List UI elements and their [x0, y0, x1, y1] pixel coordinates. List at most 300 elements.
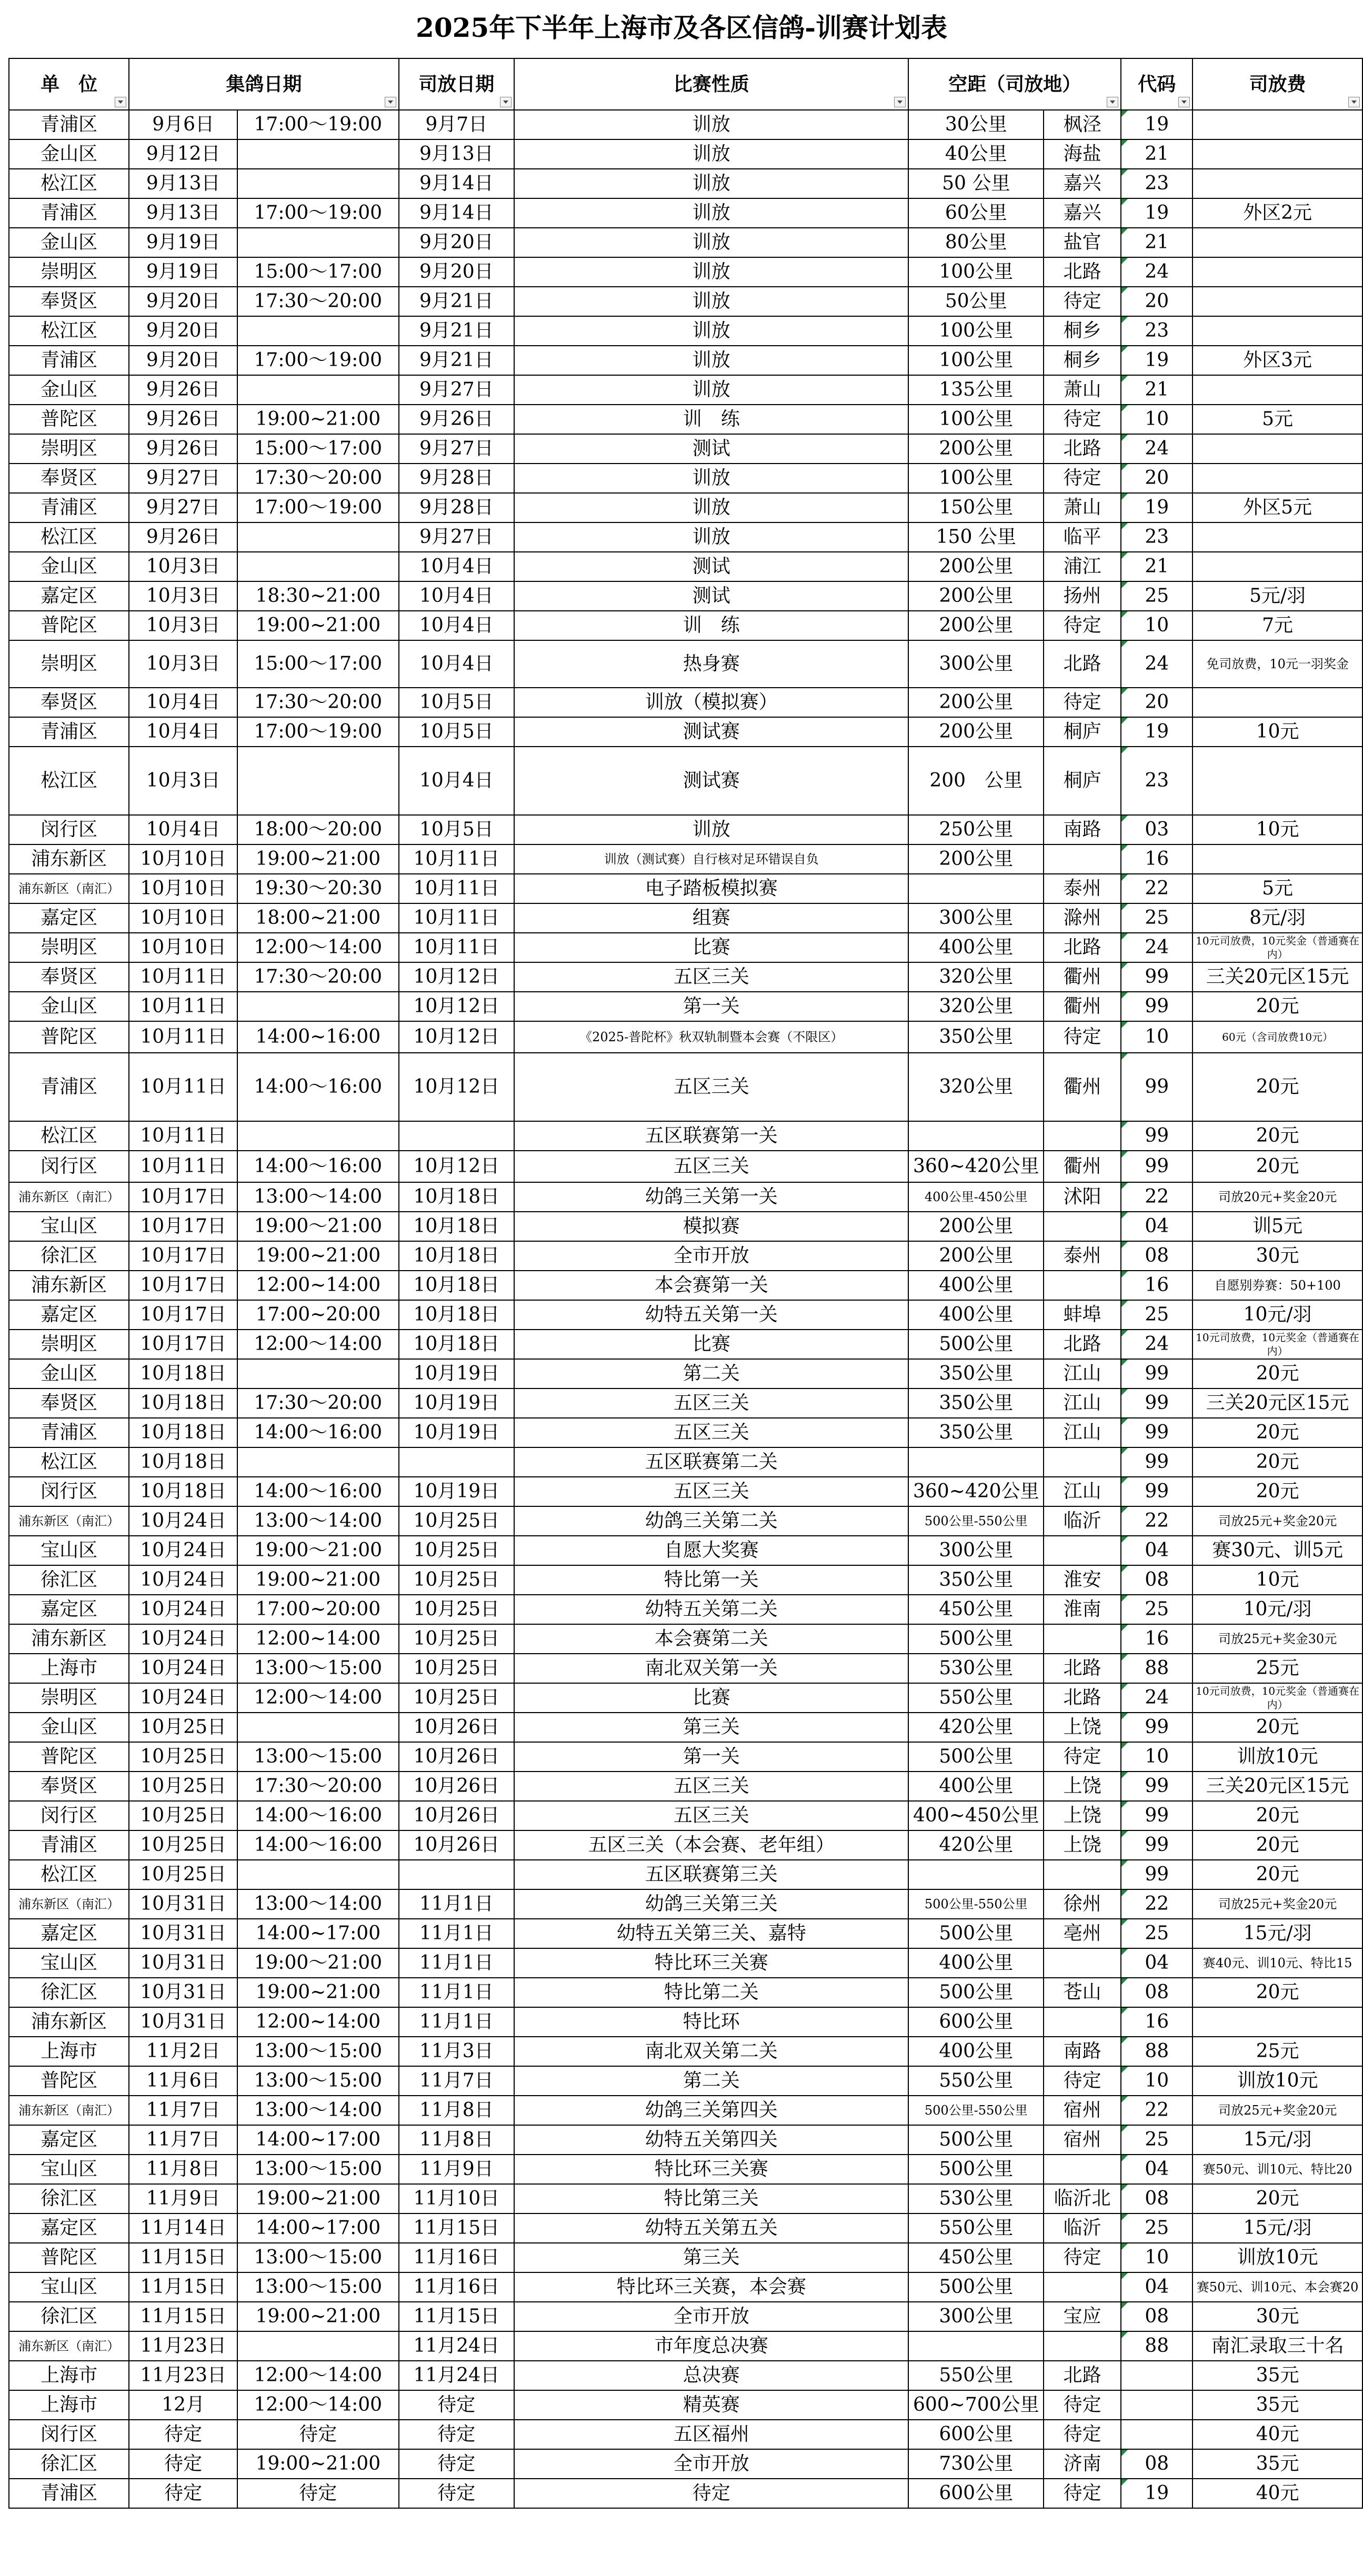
- cell-collect-date[interactable]: 10月31日: [129, 2007, 237, 2037]
- cell-unit[interactable]: 浦东新区（南汇）: [9, 2096, 129, 2125]
- cell-code[interactable]: [1121, 2420, 1192, 2449]
- cell-release-date[interactable]: 11月24日: [399, 2331, 515, 2361]
- cell-collect-time[interactable]: 19:00~21:00: [237, 1565, 398, 1595]
- cell-fee[interactable]: 35元: [1192, 2361, 1362, 2390]
- cell-collect-date[interactable]: 9月20日: [129, 287, 237, 316]
- cell-collect-time[interactable]: 19:00~21:00: [237, 1978, 398, 2007]
- cell-collect-time[interactable]: 13:00～15:00: [237, 2243, 398, 2272]
- cell-code[interactable]: 25: [1121, 1595, 1192, 1624]
- cell-race-type[interactable]: 五区联赛第一关: [514, 1121, 908, 1151]
- cell-release-place[interactable]: [1044, 2331, 1121, 2361]
- cell-collect-time[interactable]: [237, 1359, 398, 1388]
- cell-fee[interactable]: 5元/羽: [1192, 581, 1362, 611]
- cell-unit[interactable]: 普陀区: [9, 1021, 129, 1053]
- cell-unit[interactable]: 徐汇区: [9, 2449, 129, 2479]
- cell-code[interactable]: 99: [1121, 1860, 1192, 1889]
- cell-fee[interactable]: 司放25元+奖金20元: [1192, 1889, 1362, 1919]
- cell-collect-time[interactable]: 12:00～14:00: [237, 2361, 398, 2390]
- cell-code[interactable]: 99: [1121, 1418, 1192, 1447]
- cell-code[interactable]: 19: [1121, 110, 1192, 139]
- cell-collect-date[interactable]: 11月14日: [129, 2213, 237, 2243]
- cell-release-date[interactable]: 10月26日: [399, 1772, 515, 1801]
- cell-release-date[interactable]: 10月19日: [399, 1388, 515, 1418]
- cell-code[interactable]: 10: [1121, 611, 1192, 640]
- cell-fee[interactable]: 20元: [1192, 1418, 1362, 1447]
- cell-collect-time[interactable]: 12:00~14:00: [237, 1624, 398, 1654]
- cell-fee[interactable]: 10元: [1192, 815, 1362, 844]
- cell-distance[interactable]: 530公里: [908, 2184, 1044, 2213]
- cell-release-place[interactable]: [1044, 1624, 1121, 1654]
- cell-fee[interactable]: 20元: [1192, 1121, 1362, 1151]
- cell-code[interactable]: [1121, 2361, 1192, 2390]
- cell-collect-date[interactable]: 10月24日: [129, 1536, 237, 1565]
- cell-release-place[interactable]: [1044, 2272, 1121, 2302]
- cell-race-type[interactable]: 测试: [514, 434, 908, 464]
- cell-unit[interactable]: 青浦区: [9, 346, 129, 375]
- cell-release-date[interactable]: 10月5日: [399, 815, 515, 844]
- cell-distance[interactable]: [908, 1121, 1044, 1151]
- cell-release-date[interactable]: 10月25日: [399, 1654, 515, 1683]
- cell-collect-date[interactable]: 10月24日: [129, 1565, 237, 1595]
- cell-release-date[interactable]: 10月4日: [399, 552, 515, 581]
- cell-code[interactable]: 23: [1121, 169, 1192, 198]
- cell-code[interactable]: 21: [1121, 552, 1192, 581]
- cell-code[interactable]: 16: [1121, 2007, 1192, 2037]
- cell-fee[interactable]: 10元/羽: [1192, 1300, 1362, 1330]
- cell-release-date[interactable]: 10月19日: [399, 1359, 515, 1388]
- cell-distance[interactable]: 400公里: [908, 1300, 1044, 1330]
- cell-collect-time[interactable]: [237, 522, 398, 552]
- cell-distance[interactable]: 300公里: [908, 1536, 1044, 1565]
- cell-collect-date[interactable]: 10月17日: [129, 1300, 237, 1330]
- cell-code[interactable]: 08: [1121, 1978, 1192, 2007]
- cell-unit[interactable]: 金山区: [9, 1713, 129, 1742]
- cell-race-type[interactable]: 特比第三关: [514, 2184, 908, 2213]
- cell-code[interactable]: 21: [1121, 228, 1192, 257]
- cell-release-place[interactable]: 江山: [1044, 1359, 1121, 1388]
- cell-unit[interactable]: 松江区: [9, 169, 129, 198]
- cell-collect-time[interactable]: 17:30～20:00: [237, 1772, 398, 1801]
- cell-collect-time[interactable]: 13:00～15:00: [237, 1654, 398, 1683]
- cell-code[interactable]: 88: [1121, 2331, 1192, 2361]
- cell-code[interactable]: 04: [1121, 2155, 1192, 2184]
- cell-collect-date[interactable]: 10月25日: [129, 1860, 237, 1889]
- cell-race-type[interactable]: 市年度总决赛: [514, 2331, 908, 2361]
- cell-release-place[interactable]: 待定: [1044, 464, 1121, 493]
- cell-collect-date[interactable]: 10月11日: [129, 1021, 237, 1053]
- cell-distance[interactable]: 350公里: [908, 1565, 1044, 1595]
- cell-collect-time[interactable]: 13:00～14:00: [237, 1889, 398, 1919]
- cell-release-date[interactable]: 10月18日: [399, 1241, 515, 1271]
- cell-fee[interactable]: 15元/羽: [1192, 2125, 1362, 2155]
- cell-release-date[interactable]: 9月13日: [399, 139, 515, 169]
- cell-distance[interactable]: 550公里: [908, 2213, 1044, 2243]
- cell-unit[interactable]: 嘉定区: [9, 903, 129, 933]
- cell-fee[interactable]: 三关20元区15元: [1192, 1772, 1362, 1801]
- cell-fee[interactable]: 30元: [1192, 1241, 1362, 1271]
- cell-code[interactable]: 99: [1121, 1477, 1192, 1506]
- cell-collect-date[interactable]: 10月10日: [129, 844, 237, 874]
- cell-collect-date[interactable]: 10月17日: [129, 1330, 237, 1359]
- cell-collect-time[interactable]: 17:30～20:00: [237, 1388, 398, 1418]
- cell-unit[interactable]: 青浦区: [9, 110, 129, 139]
- cell-distance[interactable]: 200公里: [908, 581, 1044, 611]
- filter-dropdown-icon[interactable]: [1107, 97, 1118, 107]
- cell-race-type[interactable]: 本会赛第二关: [514, 1624, 908, 1654]
- cell-race-type[interactable]: 待定: [514, 2479, 908, 2508]
- cell-race-type[interactable]: 训放（模拟赛）: [514, 688, 908, 717]
- cell-collect-date[interactable]: 9月26日: [129, 405, 237, 434]
- cell-unit[interactable]: 徐汇区: [9, 2302, 129, 2331]
- cell-distance[interactable]: 400公里: [908, 2037, 1044, 2066]
- cell-fee[interactable]: [1192, 434, 1362, 464]
- cell-fee[interactable]: 三关20元区15元: [1192, 962, 1362, 992]
- cell-race-type[interactable]: 五区三关: [514, 1772, 908, 1801]
- cell-race-type[interactable]: 比赛: [514, 1683, 908, 1713]
- cell-release-place[interactable]: 扬州: [1044, 581, 1121, 611]
- cell-fee[interactable]: 5元: [1192, 874, 1362, 903]
- cell-release-date[interactable]: 10月12日: [399, 962, 515, 992]
- cell-collect-date[interactable]: 9月6日: [129, 110, 237, 139]
- cell-fee[interactable]: 训放10元: [1192, 2066, 1362, 2096]
- cell-release-place[interactable]: 蚌埠: [1044, 1300, 1121, 1330]
- cell-distance[interactable]: 100公里: [908, 464, 1044, 493]
- cell-unit[interactable]: 宝山区: [9, 1948, 129, 1978]
- cell-race-type[interactable]: 五区三关: [514, 1477, 908, 1506]
- cell-distance[interactable]: 100公里: [908, 346, 1044, 375]
- cell-release-date[interactable]: 待定: [399, 2479, 515, 2508]
- cell-release-place[interactable]: 待定: [1044, 2390, 1121, 2420]
- cell-release-date[interactable]: 9月20日: [399, 228, 515, 257]
- cell-unit[interactable]: 金山区: [9, 228, 129, 257]
- cell-collect-date[interactable]: 10月18日: [129, 1359, 237, 1388]
- cell-fee[interactable]: 训5元: [1192, 1212, 1362, 1241]
- cell-collect-time[interactable]: 12:00～14:00: [237, 1683, 398, 1713]
- cell-collect-time[interactable]: 17:00~20:00: [237, 1300, 398, 1330]
- cell-fee[interactable]: 赛30元、训5元: [1192, 1536, 1362, 1565]
- cell-collect-date[interactable]: 10月11日: [129, 1121, 237, 1151]
- cell-collect-date[interactable]: 11月15日: [129, 2272, 237, 2302]
- cell-race-type[interactable]: 特比环三关赛: [514, 1948, 908, 1978]
- cell-collect-date[interactable]: 12月: [129, 2390, 237, 2420]
- cell-collect-time[interactable]: [237, 228, 398, 257]
- cell-collect-time[interactable]: 12:00~14:00: [237, 2007, 398, 2037]
- cell-unit[interactable]: 松江区: [9, 522, 129, 552]
- cell-distance[interactable]: 200公里: [908, 552, 1044, 581]
- cell-release-date[interactable]: 9月21日: [399, 287, 515, 316]
- cell-distance[interactable]: 200公里: [908, 434, 1044, 464]
- cell-collect-time[interactable]: 12:00～14:00: [237, 933, 398, 962]
- cell-fee[interactable]: 训放10元: [1192, 2243, 1362, 2272]
- cell-race-type[interactable]: 测试: [514, 552, 908, 581]
- cell-collect-time[interactable]: 待定: [237, 2479, 398, 2508]
- cell-race-type[interactable]: 幼特五关第五关: [514, 2213, 908, 2243]
- cell-collect-date[interactable]: 10月17日: [129, 1182, 237, 1212]
- cell-code[interactable]: 08: [1121, 2449, 1192, 2479]
- cell-collect-time[interactable]: [237, 747, 398, 815]
- cell-race-type[interactable]: 训放: [514, 139, 908, 169]
- cell-race-type[interactable]: 测试: [514, 581, 908, 611]
- cell-fee[interactable]: [1192, 688, 1362, 717]
- cell-code[interactable]: 24: [1121, 434, 1192, 464]
- cell-fee[interactable]: [1192, 110, 1362, 139]
- cell-code[interactable]: 19: [1121, 493, 1192, 522]
- cell-collect-date[interactable]: 10月18日: [129, 1447, 237, 1477]
- cell-unit[interactable]: 松江区: [9, 1121, 129, 1151]
- cell-fee[interactable]: 三关20元区15元: [1192, 1388, 1362, 1418]
- cell-distance[interactable]: 200公里: [908, 1212, 1044, 1241]
- cell-release-date[interactable]: 10月25日: [399, 1595, 515, 1624]
- cell-release-place[interactable]: [1044, 2155, 1121, 2184]
- cell-release-place[interactable]: 北路: [1044, 434, 1121, 464]
- cell-distance[interactable]: 500公里-550公里: [908, 1889, 1044, 1919]
- cell-code[interactable]: 20: [1121, 464, 1192, 493]
- cell-code[interactable]: 24: [1121, 257, 1192, 287]
- cell-fee[interactable]: 赛50元、训10元、特比20: [1192, 2155, 1362, 2184]
- cell-unit[interactable]: 奉贤区: [9, 1772, 129, 1801]
- filter-dropdown-icon[interactable]: [894, 97, 906, 107]
- cell-release-place[interactable]: 上饶: [1044, 1801, 1121, 1830]
- cell-release-date[interactable]: 11月1日: [399, 1948, 515, 1978]
- cell-code[interactable]: 99: [1121, 1151, 1192, 1182]
- cell-collect-date[interactable]: 9月13日: [129, 198, 237, 228]
- cell-release-date[interactable]: 9月27日: [399, 434, 515, 464]
- cell-fee[interactable]: 20元: [1192, 1447, 1362, 1477]
- cell-distance[interactable]: 400公里: [908, 933, 1044, 962]
- cell-collect-date[interactable]: 11月23日: [129, 2361, 237, 2390]
- cell-fee[interactable]: 10元: [1192, 717, 1362, 747]
- cell-race-type[interactable]: 训放: [514, 169, 908, 198]
- cell-race-type[interactable]: 全市开放: [514, 2449, 908, 2479]
- header-distance[interactable]: 空距（司放地）: [908, 58, 1121, 110]
- cell-code[interactable]: 04: [1121, 1948, 1192, 1978]
- cell-collect-date[interactable]: 10月25日: [129, 1772, 237, 1801]
- cell-collect-time[interactable]: 19:30～20:30: [237, 874, 398, 903]
- cell-distance[interactable]: 80公里: [908, 228, 1044, 257]
- cell-release-place[interactable]: 南路: [1044, 2037, 1121, 2066]
- cell-release-date[interactable]: 11月8日: [399, 2125, 515, 2155]
- cell-release-place[interactable]: 南路: [1044, 815, 1121, 844]
- cell-unit[interactable]: 浦东新区: [9, 1624, 129, 1654]
- cell-release-place[interactable]: 滁州: [1044, 903, 1121, 933]
- cell-release-date[interactable]: 9月21日: [399, 346, 515, 375]
- cell-code[interactable]: 25: [1121, 2213, 1192, 2243]
- cell-unit[interactable]: 浦东新区（南汇）: [9, 874, 129, 903]
- cell-release-date[interactable]: 11月1日: [399, 1978, 515, 2007]
- cell-race-type[interactable]: 第三关: [514, 1713, 908, 1742]
- cell-code[interactable]: 10: [1121, 1742, 1192, 1772]
- cell-race-type[interactable]: 五区三关: [514, 1801, 908, 1830]
- cell-release-place[interactable]: 萧山: [1044, 375, 1121, 405]
- cell-code[interactable]: 22: [1121, 1506, 1192, 1536]
- cell-release-date[interactable]: 11月16日: [399, 2272, 515, 2302]
- cell-release-place[interactable]: 北路: [1044, 640, 1121, 688]
- cell-race-type[interactable]: 幼特五关第三关、嘉特: [514, 1919, 908, 1948]
- cell-unit[interactable]: 上海市: [9, 2037, 129, 2066]
- cell-code[interactable]: 21: [1121, 139, 1192, 169]
- cell-release-place[interactable]: 待定: [1044, 287, 1121, 316]
- cell-code[interactable]: 25: [1121, 1300, 1192, 1330]
- cell-unit[interactable]: 青浦区: [9, 2479, 129, 2508]
- cell-unit[interactable]: 奉贤区: [9, 962, 129, 992]
- cell-unit[interactable]: 奉贤区: [9, 1388, 129, 1418]
- cell-collect-time[interactable]: 14:00～16:00: [237, 1053, 398, 1121]
- cell-fee[interactable]: 20元: [1192, 2184, 1362, 2213]
- cell-release-date[interactable]: 11月10日: [399, 2184, 515, 2213]
- cell-race-type[interactable]: 组赛: [514, 903, 908, 933]
- cell-collect-date[interactable]: 10月24日: [129, 1683, 237, 1713]
- cell-race-type[interactable]: 特比第一关: [514, 1565, 908, 1595]
- cell-unit[interactable]: 崇明区: [9, 640, 129, 688]
- cell-release-date[interactable]: 11月15日: [399, 2213, 515, 2243]
- cell-unit[interactable]: 青浦区: [9, 1418, 129, 1447]
- cell-collect-date[interactable]: 待定: [129, 2420, 237, 2449]
- cell-collect-date[interactable]: 9月26日: [129, 434, 237, 464]
- filter-dropdown-icon[interactable]: [1348, 97, 1360, 107]
- cell-unit[interactable]: 上海市: [9, 1654, 129, 1683]
- cell-collect-date[interactable]: 10月10日: [129, 933, 237, 962]
- cell-release-place[interactable]: 江山: [1044, 1418, 1121, 1447]
- cell-release-date[interactable]: 10月18日: [399, 1330, 515, 1359]
- cell-code[interactable]: 99: [1121, 1801, 1192, 1830]
- cell-race-type[interactable]: 训放: [514, 198, 908, 228]
- cell-race-type[interactable]: 五区三关（本会赛、老年组）: [514, 1830, 908, 1860]
- cell-collect-time[interactable]: 15:00～17:00: [237, 640, 398, 688]
- cell-release-place[interactable]: 盐官: [1044, 228, 1121, 257]
- cell-race-type[interactable]: 五区联赛第二关: [514, 1447, 908, 1477]
- cell-unit[interactable]: 嘉定区: [9, 2213, 129, 2243]
- cell-release-date[interactable]: 10月5日: [399, 688, 515, 717]
- cell-code[interactable]: 23: [1121, 747, 1192, 815]
- cell-fee[interactable]: 35元: [1192, 2390, 1362, 2420]
- cell-release-place[interactable]: 苍山: [1044, 1978, 1121, 2007]
- cell-release-place[interactable]: 北路: [1044, 933, 1121, 962]
- cell-release-place[interactable]: 桐庐: [1044, 717, 1121, 747]
- cell-distance[interactable]: 100公里: [908, 257, 1044, 287]
- cell-fee[interactable]: 20元: [1192, 1151, 1362, 1182]
- cell-code[interactable]: 99: [1121, 1830, 1192, 1860]
- cell-race-type[interactable]: 幼鸽三关第三关: [514, 1889, 908, 1919]
- cell-collect-time[interactable]: [237, 1447, 398, 1477]
- cell-release-place[interactable]: [1044, 1212, 1121, 1241]
- cell-unit[interactable]: 松江区: [9, 316, 129, 346]
- cell-race-type[interactable]: 第一关: [514, 992, 908, 1021]
- cell-release-date[interactable]: 11月9日: [399, 2155, 515, 2184]
- cell-race-type[interactable]: 《2025-普陀杯》秋双轨制暨本会赛（不限区）: [514, 1021, 908, 1053]
- cell-code[interactable]: 22: [1121, 1889, 1192, 1919]
- cell-race-type[interactable]: 训放: [514, 316, 908, 346]
- cell-race-type[interactable]: 热身赛: [514, 640, 908, 688]
- cell-race-type[interactable]: 比赛: [514, 933, 908, 962]
- cell-race-type[interactable]: 训放: [514, 110, 908, 139]
- cell-distance[interactable]: 420公里: [908, 1713, 1044, 1742]
- cell-fee[interactable]: 60元（含司放费10元）: [1192, 1021, 1362, 1053]
- cell-release-date[interactable]: 10月11日: [399, 844, 515, 874]
- cell-code[interactable]: 88: [1121, 2037, 1192, 2066]
- cell-collect-date[interactable]: 11月15日: [129, 2302, 237, 2331]
- cell-fee[interactable]: [1192, 228, 1362, 257]
- cell-unit[interactable]: 金山区: [9, 139, 129, 169]
- cell-collect-time[interactable]: 17:30～20:00: [237, 287, 398, 316]
- cell-release-date[interactable]: 待定: [399, 2449, 515, 2479]
- cell-race-type[interactable]: 训放: [514, 257, 908, 287]
- cell-race-type[interactable]: 五区三关: [514, 1418, 908, 1447]
- cell-distance[interactable]: 40公里: [908, 139, 1044, 169]
- cell-collect-time[interactable]: 14:00～16:00: [237, 1418, 398, 1447]
- cell-distance[interactable]: 135公里: [908, 375, 1044, 405]
- cell-release-place[interactable]: 枫泾: [1044, 110, 1121, 139]
- cell-unit[interactable]: 闵行区: [9, 1801, 129, 1830]
- cell-release-date[interactable]: 待定: [399, 2420, 515, 2449]
- cell-collect-date[interactable]: 10月3日: [129, 640, 237, 688]
- cell-collect-date[interactable]: 11月2日: [129, 2037, 237, 2066]
- cell-distance[interactable]: 500公里: [908, 2272, 1044, 2302]
- cell-distance[interactable]: 200公里: [908, 717, 1044, 747]
- cell-fee[interactable]: 南汇录取三十名: [1192, 2331, 1362, 2361]
- cell-race-type[interactable]: 自愿大奖赛: [514, 1536, 908, 1565]
- cell-code[interactable]: 25: [1121, 1919, 1192, 1948]
- cell-release-place[interactable]: 北路: [1044, 1683, 1121, 1713]
- cell-distance[interactable]: 60公里: [908, 198, 1044, 228]
- cell-release-place[interactable]: 江山: [1044, 1477, 1121, 1506]
- cell-distance[interactable]: 500公里: [908, 1330, 1044, 1359]
- cell-collect-date[interactable]: 10月11日: [129, 992, 237, 1021]
- cell-collect-date[interactable]: 10月18日: [129, 1388, 237, 1418]
- cell-collect-date[interactable]: 10月25日: [129, 1830, 237, 1860]
- cell-race-type[interactable]: 训放: [514, 375, 908, 405]
- cell-unit[interactable]: 青浦区: [9, 493, 129, 522]
- cell-collect-date[interactable]: 待定: [129, 2479, 237, 2508]
- cell-collect-time[interactable]: 13:00～15:00: [237, 2155, 398, 2184]
- cell-release-date[interactable]: 10月26日: [399, 1713, 515, 1742]
- cell-collect-date[interactable]: 10月24日: [129, 1654, 237, 1683]
- cell-distance[interactable]: 320公里: [908, 962, 1044, 992]
- cell-code[interactable]: 10: [1121, 1021, 1192, 1053]
- cell-distance[interactable]: 600公里: [908, 2479, 1044, 2508]
- cell-unit[interactable]: 宝山区: [9, 2272, 129, 2302]
- cell-fee[interactable]: [1192, 552, 1362, 581]
- cell-collect-time[interactable]: [237, 169, 398, 198]
- cell-release-date[interactable]: 10月11日: [399, 933, 515, 962]
- cell-code[interactable]: 19: [1121, 346, 1192, 375]
- cell-fee[interactable]: 赛50元、训10元、本会赛20: [1192, 2272, 1362, 2302]
- cell-collect-time[interactable]: 15:00～17:00: [237, 434, 398, 464]
- cell-unit[interactable]: 普陀区: [9, 611, 129, 640]
- cell-unit[interactable]: 青浦区: [9, 198, 129, 228]
- cell-collect-date[interactable]: 10月25日: [129, 1801, 237, 1830]
- cell-collect-date[interactable]: 10月31日: [129, 1978, 237, 2007]
- cell-release-date[interactable]: [399, 1447, 515, 1477]
- cell-collect-time[interactable]: 13:00～15:00: [237, 2272, 398, 2302]
- cell-collect-date[interactable]: 10月4日: [129, 717, 237, 747]
- cell-unit[interactable]: 徐汇区: [9, 1241, 129, 1271]
- cell-unit[interactable]: 金山区: [9, 552, 129, 581]
- cell-unit[interactable]: 奉贤区: [9, 464, 129, 493]
- cell-unit[interactable]: 松江区: [9, 1860, 129, 1889]
- cell-release-place[interactable]: 上饶: [1044, 1830, 1121, 1860]
- cell-release-place[interactable]: 待定: [1044, 1742, 1121, 1772]
- cell-unit[interactable]: 闵行区: [9, 1151, 129, 1182]
- cell-release-place[interactable]: 临沂: [1044, 1506, 1121, 1536]
- cell-code[interactable]: 21: [1121, 375, 1192, 405]
- cell-collect-date[interactable]: 10月10日: [129, 874, 237, 903]
- cell-code[interactable]: 10: [1121, 2066, 1192, 2096]
- cell-distance[interactable]: 50 公里: [908, 169, 1044, 198]
- cell-unit[interactable]: 嘉定区: [9, 581, 129, 611]
- cell-release-date[interactable]: 10月11日: [399, 903, 515, 933]
- cell-release-place[interactable]: [1044, 2007, 1121, 2037]
- cell-distance[interactable]: 600公里: [908, 2420, 1044, 2449]
